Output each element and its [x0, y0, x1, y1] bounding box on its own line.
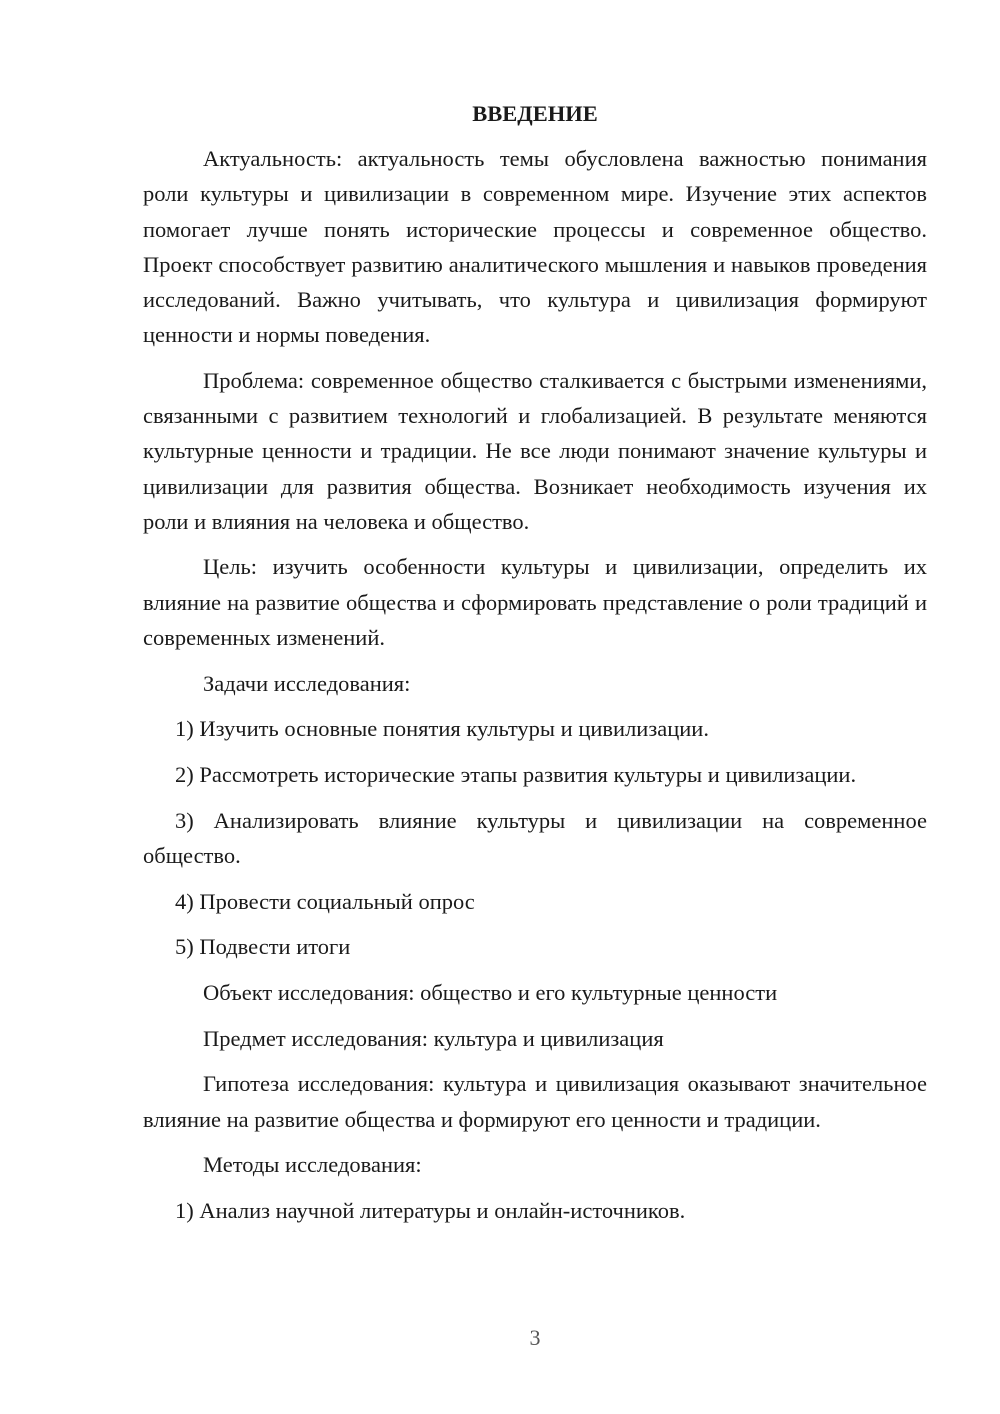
research-object: Объект исследования: общество и его культурные ценности [203, 979, 778, 1005]
task-item: 4) Провести социальный опрос [175, 888, 475, 914]
task-item: 5) Подвести итоги [175, 934, 351, 960]
research-subject: Предмет исследования: культура и цивилизация [203, 1025, 664, 1051]
methods-title: Методы исследования: [203, 1152, 422, 1178]
goal-paragraph: Цель: изучить особенности культуры и цивилизации, определить их влияние на развитие общества и сформировать представление о роли традиций и современных изменений. [143, 554, 927, 650]
method-item: 1) Анализ научной литературы и онлайн-источников. [175, 1197, 686, 1223]
tasks-title: Задачи исследования: [203, 670, 411, 696]
hypothesis-paragraph: Гипотеза исследования: культура и цивилизация оказывают значительное влияние на развитие общества и формируют его ценности и традиции. [143, 1071, 927, 1132]
task-item: 1) Изучить основные понятия культуры и цивилизации. [175, 716, 709, 742]
page-number: 3 [529, 1325, 541, 1350]
relevance-paragraph: Актуальность: актуальность темы обусловлена важностью понимания роли культуры и цивилизации в современном мире. Изучение этих аспектов помогает лучше понять исторические процессы и современное общество. Проект способствует развитию аналитического мышления и навыков проведения исследований. Важно учитывать, что культура и цивилизация формируют ценности и нормы поведения. [143, 146, 927, 348]
task-item: 3) Анализировать влияние культуры и цивилизации на современное общество. [143, 807, 927, 868]
problem-paragraph: Проблема: современное общество сталкивается с быстрыми изменениями, связанными с развитием технологий и глобализацией. В результате меняются культурные ценности и традиции. Не все люди понимают значение культуры и цивилизации для развития общества. Возникает необходимость изучения их роли и влияния на человека и общество. [143, 367, 927, 534]
document-body [143, 96, 927, 1239]
section-heading: ВВЕДЕНИЕ [472, 101, 598, 126]
task-item: 2) Рассмотреть исторические этапы развития культуры и цивилизации. [175, 761, 857, 787]
